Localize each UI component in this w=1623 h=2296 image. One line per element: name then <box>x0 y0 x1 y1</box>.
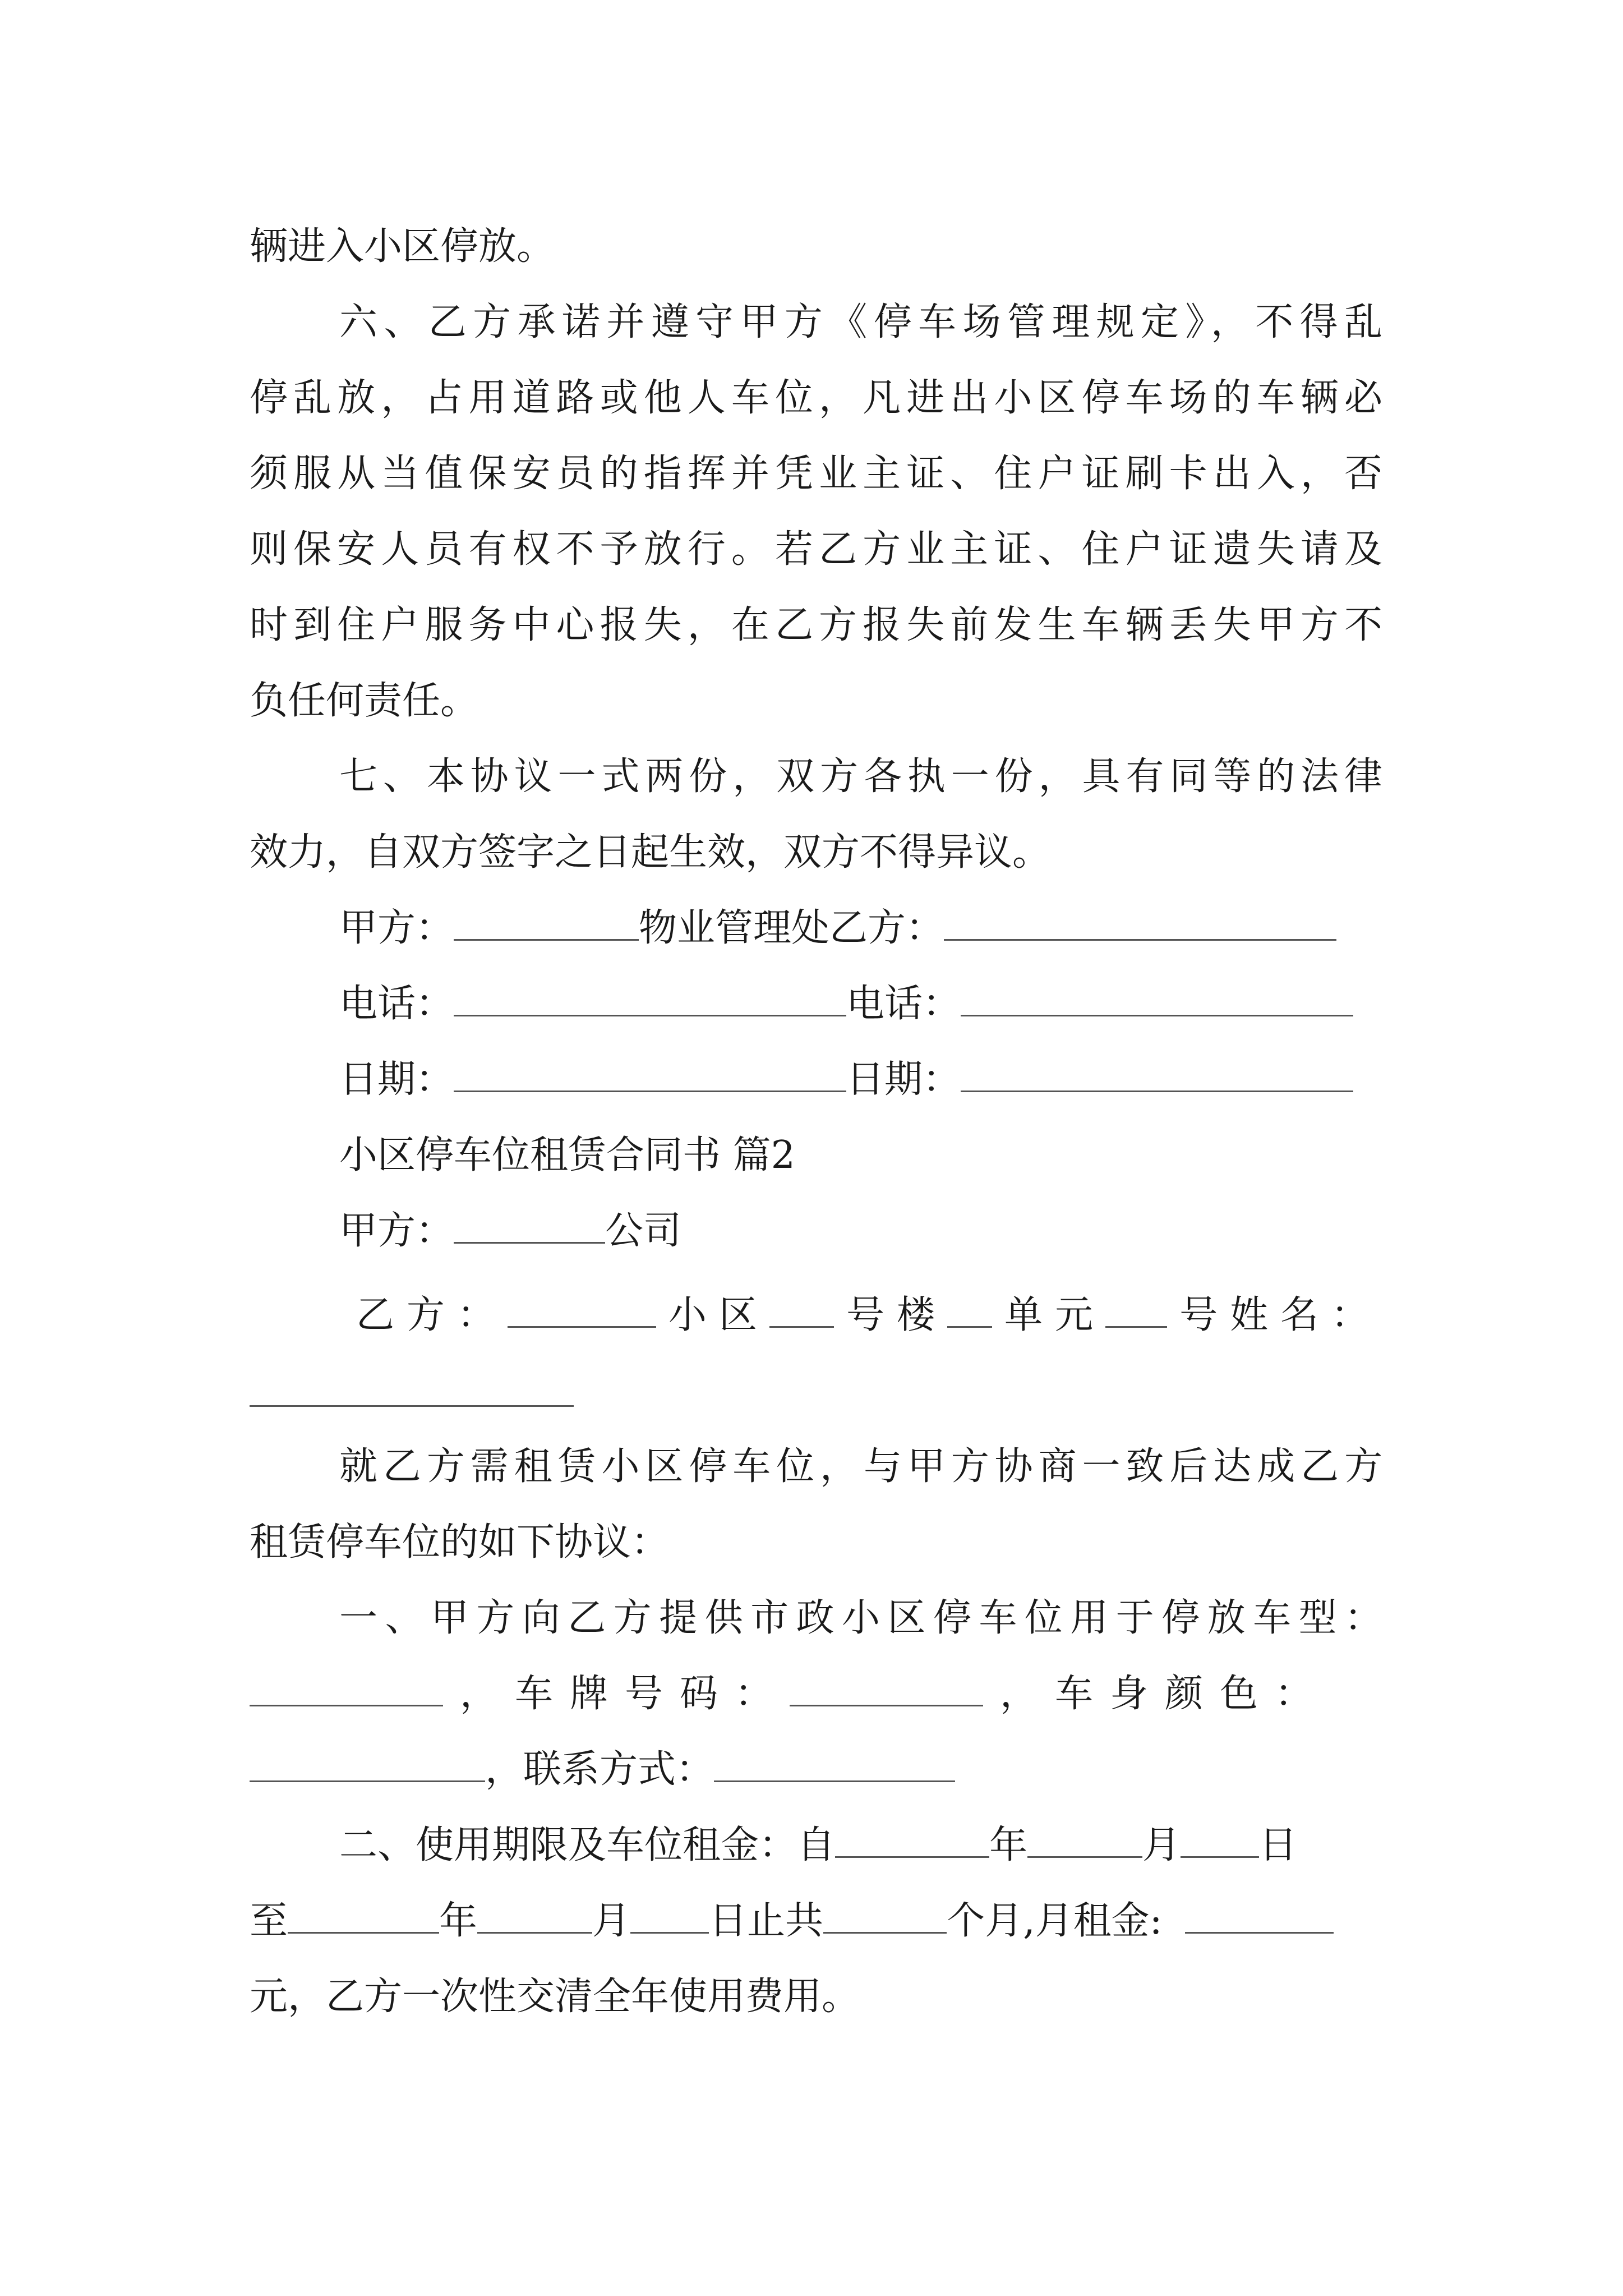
room-blank[interactable] <box>1105 1294 1167 1328</box>
signature-phone-row <box>339 976 1382 1032</box>
plate-label: ，车牌号码： <box>460 1672 790 1716</box>
name-blank[interactable] <box>250 1405 574 1407</box>
party-a-label: 甲方： <box>339 906 454 950</box>
clause6-line-3: 须服从当值保安员的指挥并凭业主证、住户证刷卡出入，否 <box>250 452 1382 496</box>
car-model-blank[interactable] <box>250 1672 443 1706</box>
clause7-line-1: 七、本协议一式两份，双方各执一份，具有同等的法律 <box>339 754 1382 799</box>
community-label: 小区 <box>668 1293 770 1337</box>
unit-blank[interactable] <box>947 1294 992 1328</box>
party-b-blank[interactable] <box>944 907 1336 941</box>
months-label: 个月,月租金: <box>947 1899 1163 1943</box>
party-b-label: 乙方： <box>356 1293 508 1337</box>
date-label: 日期： <box>339 1057 454 1102</box>
item1-line-2 <box>250 1666 1382 1722</box>
signature-date-row <box>339 1052 1382 1108</box>
signature-party-a-row <box>339 900 1382 956</box>
day-end-label: 日止共 <box>709 1899 824 1943</box>
color-label: ，车身颜色： <box>1000 1672 1330 1716</box>
clause7-line-2: 效力，自双方签字之日起生效，双方不得异议。 <box>250 830 1051 875</box>
clause6-line-2: 停乱放，占用道路或他人车位，凡进出小区停车场的车辆必 <box>250 376 1382 420</box>
to-label: 至 <box>250 1899 288 1943</box>
car-color-blank[interactable] <box>250 1748 485 1782</box>
community-blank[interactable] <box>508 1294 656 1328</box>
phone-b-blank[interactable] <box>961 982 1353 1016</box>
months-blank[interactable] <box>823 1899 947 1934</box>
end-month-blank[interactable] <box>477 1899 592 1934</box>
item2-label: 二、使用期限及车位租金：自 <box>339 1823 836 1867</box>
section2-heading: 小区停车位租赁合同书 篇2 <box>339 1133 795 1177</box>
clause6-line-5: 时到住户服务中心报失，在乙方报失前发生车辆丢失甲方不 <box>250 603 1382 647</box>
unit-label: 单元 <box>1004 1293 1106 1337</box>
end-month-label: 月 <box>592 1899 631 1943</box>
end-year-label: 年 <box>439 1899 478 1943</box>
party-a-suffix: 物业管理处乙方： <box>639 906 944 950</box>
date-b-blank[interactable] <box>961 1058 1353 1092</box>
clause6-line-1: 六、乙方承诺并遵守甲方《停车场管理规定》，不得乱 <box>339 300 1382 344</box>
section2-party-a-row <box>339 1203 1382 1259</box>
month-label: 月 <box>1142 1823 1181 1867</box>
end-year-blank[interactable] <box>288 1899 439 1934</box>
intro-line-1: 就乙方需租赁小区停车位，与甲方协商一致后达成乙方 <box>339 1444 1382 1489</box>
phone-label-2: 电话： <box>846 982 961 1026</box>
year-label: 年 <box>989 1823 1028 1867</box>
phone-label: 电话： <box>339 982 454 1026</box>
start-day-blank[interactable] <box>1181 1824 1259 1858</box>
section2-party-b-row <box>339 1287 1382 1343</box>
contact-label: ，联系方式： <box>485 1747 714 1792</box>
building-blank[interactable] <box>769 1294 834 1328</box>
date-label-2: 日期： <box>846 1057 961 1102</box>
section2-party-a-label: 甲方： <box>339 1209 454 1253</box>
clause6-line-6: 负任何责任。 <box>250 679 479 723</box>
plate-blank[interactable] <box>790 1672 983 1706</box>
item2-line-2 <box>250 1893 1382 1949</box>
building-label: 号楼 <box>846 1293 948 1337</box>
text-line: 辆进入小区停放。 <box>250 224 555 269</box>
start-year-blank[interactable] <box>835 1824 989 1858</box>
contact-blank[interactable] <box>714 1748 955 1782</box>
rent-blank[interactable] <box>1185 1899 1334 1934</box>
start-month-blank[interactable] <box>1027 1824 1142 1858</box>
item1-line-3 <box>250 1742 1382 1798</box>
item2-line-1 <box>339 1818 1382 1874</box>
name-label: 号姓名： <box>1179 1293 1382 1337</box>
day-label: 日 <box>1259 1823 1298 1867</box>
intro-line-2: 租赁停车位的如下协议： <box>250 1520 670 1565</box>
phone-a-blank[interactable] <box>454 982 846 1016</box>
end-day-blank[interactable] <box>630 1899 709 1934</box>
company-blank[interactable] <box>454 1209 605 1244</box>
party-a-blank[interactable] <box>454 907 639 941</box>
date-a-blank[interactable] <box>454 1058 846 1092</box>
item2-line-3: 元，乙方一次性交清全年使用费用。 <box>250 1975 860 2019</box>
section2-party-a-suffix: 公司 <box>605 1209 682 1253</box>
item1-line-1: 一、甲方向乙方提供市政小区停车位用于停放车型： <box>339 1596 1382 1640</box>
clause6-line-4: 则保安人员有权不予放行。若乙方业主证、住户证遗失请及 <box>250 527 1382 572</box>
